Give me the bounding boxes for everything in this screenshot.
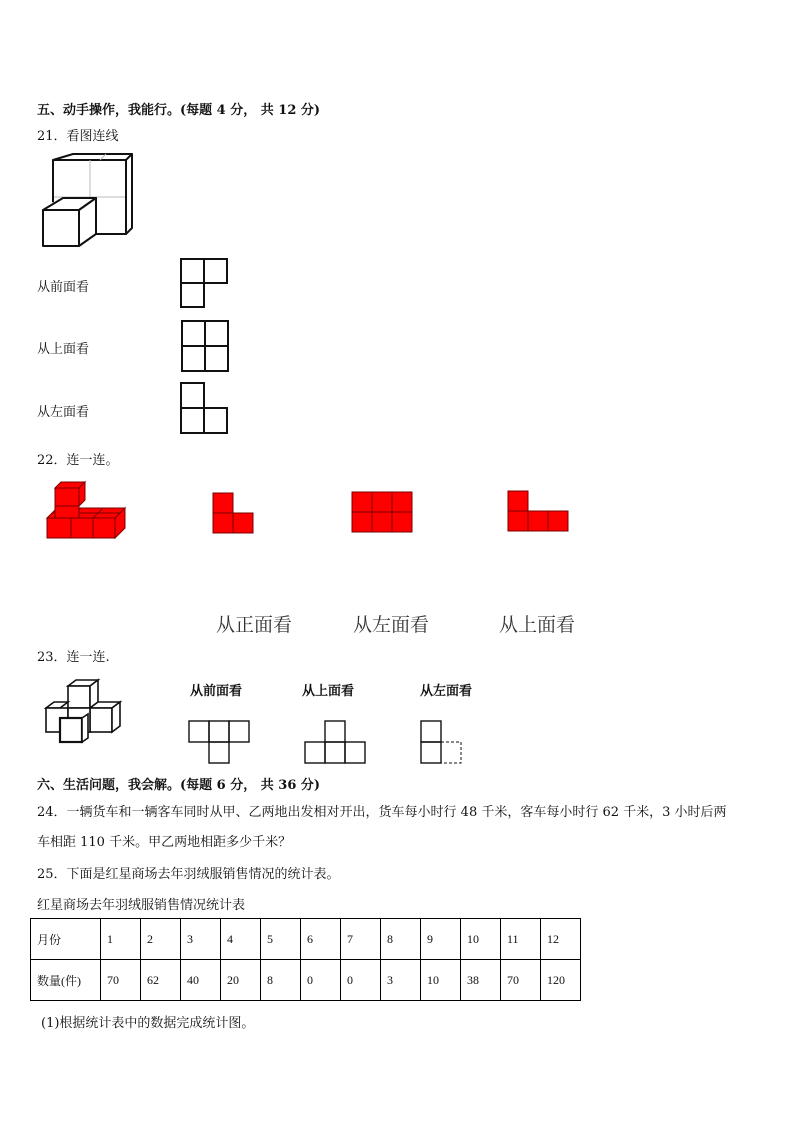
table-cell: 40 bbox=[181, 960, 221, 1001]
table-cell: 8 bbox=[381, 919, 421, 960]
section-6-heading: 六、生活问题，我会解。(每题 6 分， 共 36 分) bbox=[37, 778, 321, 793]
q23-view-label-front: 从前面看 bbox=[190, 684, 243, 699]
sales-table bbox=[30, 918, 581, 1001]
table-cell: 9 bbox=[421, 919, 461, 960]
q21-cube-figure bbox=[38, 152, 133, 250]
q22-view-shape-3 bbox=[507, 490, 569, 532]
table-cell: 1 bbox=[101, 919, 141, 960]
table-cell: 3 bbox=[381, 960, 421, 1001]
q21-view-shape-2 bbox=[181, 320, 231, 374]
question-22-title: 22．连一连。 bbox=[37, 453, 119, 468]
q23-view-shape-1 bbox=[188, 720, 252, 766]
q22-view-label-top: 从上面看 bbox=[499, 614, 576, 636]
table-cell: 10 bbox=[421, 960, 461, 1001]
table-cell: 20 bbox=[221, 960, 261, 1001]
q23-view-label-top: 从上面看 bbox=[302, 684, 355, 699]
q21-label-left: 从左面看 bbox=[37, 405, 90, 420]
table-cell: 10 bbox=[461, 919, 501, 960]
q23-cube-figure bbox=[42, 678, 126, 746]
question-24-line-2: 车相距 110 千米。甲乙两地相距多少千米？ bbox=[37, 835, 292, 850]
table-cell: 0 bbox=[341, 960, 381, 1001]
table-cell: 2 bbox=[141, 919, 181, 960]
question-24-line-1: 24．一辆货车和一辆客车同时从甲、乙两地出发相对开出，货车每小时行 48 千米，客车每小时行 62 千米，3 小时后两 bbox=[37, 805, 727, 820]
q21-view-shape-3 bbox=[180, 382, 230, 436]
table-title: 红星商场去年羽绒服销售情况统计表 bbox=[37, 898, 246, 913]
table-cell: 70 bbox=[501, 960, 541, 1001]
table-cell: 8 bbox=[261, 960, 301, 1001]
q22-view-shape-2 bbox=[351, 491, 413, 533]
table-cell: 12 bbox=[541, 919, 581, 960]
table-cell: 4 bbox=[221, 919, 261, 960]
table-cell: 11 bbox=[501, 919, 541, 960]
question-25-intro: 25．下面是红星商场去年羽绒服销售情况的统计表。 bbox=[37, 867, 340, 882]
table-cell: 0 bbox=[301, 960, 341, 1001]
q23-view-label-left: 从左面看 bbox=[420, 684, 473, 699]
q22-view-label-front: 从正面看 bbox=[216, 614, 293, 636]
table-cell: 6 bbox=[301, 919, 341, 960]
section-5-heading: 五、动手操作，我能行。(每题 4 分， 共 12 分) bbox=[37, 103, 321, 118]
question-25-sub-1: (1)根据统计表中的数据完成统计图。 bbox=[41, 1016, 255, 1031]
q23-view-shape-3 bbox=[420, 720, 466, 766]
question-23-title: 23．连一连. bbox=[37, 650, 110, 665]
question-21-title: 21．看图连线 bbox=[37, 129, 119, 144]
q23-view-shape-2 bbox=[304, 720, 368, 766]
q22-red-solid bbox=[45, 480, 127, 540]
table-header-month: 月份 bbox=[31, 919, 101, 960]
q21-label-front: 从前面看 bbox=[37, 280, 90, 295]
table-cell: 3 bbox=[181, 919, 221, 960]
q22-view-shape-1 bbox=[212, 492, 256, 534]
table-cell: 120 bbox=[541, 960, 581, 1001]
table-header-quantity: 数量(件) bbox=[31, 960, 101, 1001]
table-cell: 7 bbox=[341, 919, 381, 960]
table-cell: 70 bbox=[101, 960, 141, 1001]
q21-view-shape-1 bbox=[180, 258, 230, 310]
table-cell: 5 bbox=[261, 919, 301, 960]
table-row-months bbox=[31, 919, 581, 960]
table-cell: 38 bbox=[461, 960, 501, 1001]
q22-view-label-left: 从左面看 bbox=[353, 614, 430, 636]
table-cell: 62 bbox=[141, 960, 181, 1001]
q21-label-top: 从上面看 bbox=[37, 342, 90, 357]
table-row-quantities bbox=[31, 960, 581, 1001]
